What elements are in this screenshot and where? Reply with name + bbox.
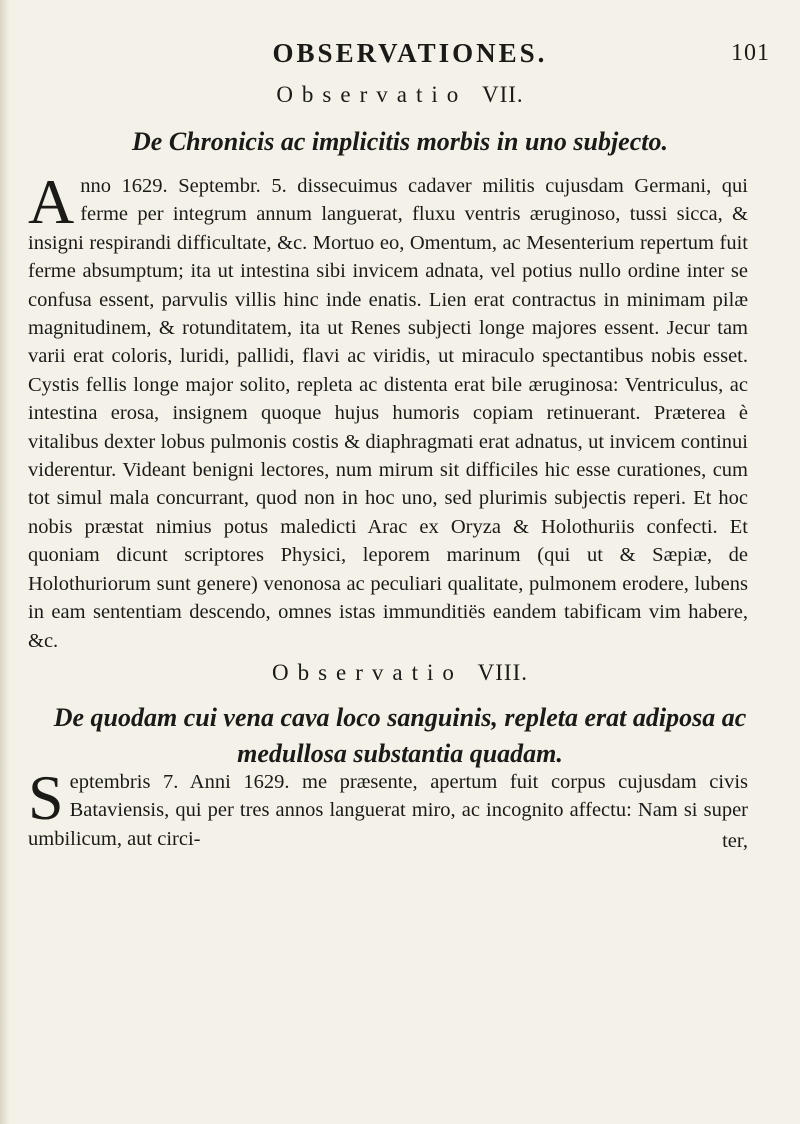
observation-8-label: Observatio <box>271 660 463 685</box>
observation-8-dropcap: S <box>28 762 64 833</box>
observation-7-label: Observatio <box>276 82 468 107</box>
observation-8-text: eptembris 7. Anni 1629. me præsente, apertum fuit corpus cujusdam civis Bataviensis, qui per tres annos languerat miro, ac incognito affectu: Nam si super umbilicum, aut circi- <box>28 771 748 850</box>
observation-8-title: De quodam cui vena cava loco sanguinis, repleta erat adiposa ac medullosa substantia quadam. <box>53 703 747 768</box>
observation-7-text: nno 1629. Septembr. 5. dissecuimus cadaver militis cujusdam Germani, qui ferme per integrum annum languerat, fluxu ventris æruginoso, tussi sicca, & insigni respirandi difficultate, &c. Mortuo eo, Omentum, ac Mesenterium repertum fuit ferme absumptum; ita ut intestina sibi invicem adnata, vel potius nullo ordine inter se confusa essent, parvulis villis hinc inde enatis. Lien erat contractus in minimam pilæ magnitudinem, & rotunditatem, ita ut Renes subjecti longe majores essent. Jecur tam varii erat coloris, luridi, pallidi, flavi ac viridis, ut miraculo spectantibus nobis esset. Cystis fellis longe major solito, repleta ac distenta erat bile æruginosa: Ventriculus, ac intestina erosa, insignem quoque hujus humoris copiam retinuerant. Præterea è vitalibus dexter lobus pulmonis costis & diaphragmati erat adnatus, ut invicem continui viderentur. Videant benigni lectores, num mirum sit difficiles hic esse curationes, cum tot simul mala concurrant, quod non in hoc uno, sed plurimis subjectis reperi. Et hoc nobis præstat nimius potus maledicti Arac ex Oryza & Holothuriis confecti. Et quoniam dicunt scriptores Physici, leporem marinum (qui ut & Sæpiæ, de Holothuriorum sunt genere) venonosa ac peculiari qualitate, pulmonem erodere, lubens in eam sententiam descendo, omnes istas immunditiës eandem tabificam vim habere, &c. <box>28 175 748 652</box>
catchword: ter, <box>722 830 748 852</box>
observation-7-title: De Chronicis ac implicitis morbis in uno subjecto. <box>132 127 668 156</box>
observation-8-number: VIII. <box>477 660 528 685</box>
page-number: 101 <box>731 40 770 66</box>
observation-7-body <box>28 166 748 655</box>
observation-7-number: VII. <box>481 82 524 107</box>
page-fold-shadow <box>0 0 10 1124</box>
observation-7-dropcap: A <box>28 166 75 237</box>
observation-7-heading <box>60 82 740 108</box>
observation-8-heading <box>60 660 740 686</box>
observation-8-body <box>28 762 748 853</box>
running-head: OBSERVATIONES. <box>272 38 548 68</box>
